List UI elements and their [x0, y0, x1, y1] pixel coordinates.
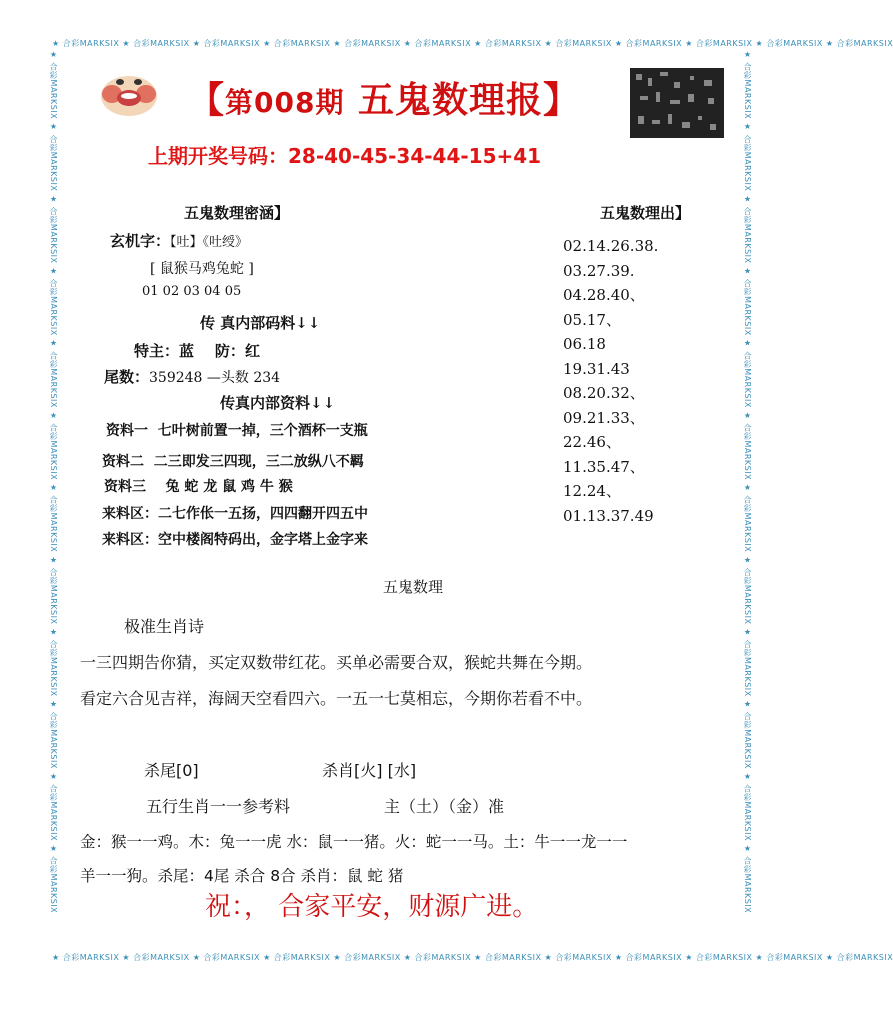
list-item: 06.18	[563, 335, 606, 353]
zodiac-group: [ 鼠猴马鸡兔蛇 ]	[150, 261, 254, 277]
decorative-border-bottom: ★ 合彩MARKSIX ★ 合彩MARKSIX ★ 合彩MARKSIX ★ 合彩MARKSIX ★ 合彩MARKSIX ★ 合彩MARKSIX ★ 合彩MARKSIX ★ 合彩MARKSIX ★ 合彩MARKSIX ★ 合彩MARKSIX ★ 合彩MARKSIX ★ 合彩MARKSIX	[52, 953, 893, 962]
last-result-numbers: 28-40-45-34-44-15+41	[288, 144, 542, 168]
list-item: 09.21.33、	[563, 408, 645, 427]
list-item: 11.35.47、	[563, 457, 645, 476]
info-item: 资料一 七叶树前置一掉，三个酒杯一支瓶	[106, 423, 368, 439]
poem-title: 极准生肖诗	[124, 617, 205, 636]
kill-tail: 杀尾[0]	[144, 761, 199, 780]
right-panel-heading: 五鬼数理出】	[600, 204, 691, 222]
zodiac-numbers: 01 02 03 04 05	[142, 284, 242, 299]
list-item: 04.28.40、	[563, 286, 645, 304]
section-title: 五鬼数理	[383, 578, 444, 596]
issue-number: 第008期	[225, 86, 345, 119]
main-element: 主（土）（金）准	[384, 797, 505, 816]
footer-wish: 祝：， 合家平安，财源广进。	[205, 892, 539, 922]
list-item: 19.31.43	[563, 359, 630, 378]
info-item: 来料区：空中楼阁特码出，金字塔上金字来	[102, 532, 368, 548]
list-item: 02.14.26.38.	[563, 237, 659, 255]
fax-heading-2: 传真内部资料↓↓	[220, 394, 336, 412]
special-main: 特主：蓝 防：红	[134, 342, 260, 360]
elements-line-1: 金：猴一一鸡。木：兔一一虎 水：鼠一一猪。火：蛇一一马。土：牛一一龙一一	[80, 833, 628, 851]
page-title: 【第008期 五鬼数理报】	[188, 79, 581, 121]
left-panel-heading: 五鬼数理密涵】	[184, 204, 290, 222]
list-item: 01.13.37.49	[563, 506, 654, 525]
decorative-border-top: ★ 合彩MARKSIX ★ 合彩MARKSIX ★ 合彩MARKSIX ★ 合彩MARKSIX ★ 合彩MARKSIX ★ 合彩MARKSIX ★ 合彩MARKSIX ★ 合彩MARKSIX ★ 合彩MARKSIX ★ 合彩MARKSIX ★ 合彩MARKSIX ★ 合彩MARKSIX	[52, 39, 893, 48]
qr-code-icon	[630, 68, 724, 138]
poem-line-1: 一三四期告你猜，买定双数带红花。买单必需要合双，猴蛇共舞在今期。	[80, 653, 593, 672]
number-list	[563, 234, 658, 528]
list-item: 03.27.39.	[563, 261, 635, 280]
list-item: 08.20.32、	[563, 384, 645, 402]
kill-zodiac: 杀肖[火] [水]	[322, 761, 417, 780]
list-item: 22.46、	[563, 433, 621, 451]
tail-numbers: 尾数：359248 —头数 234	[104, 368, 281, 386]
logo-face-icon	[98, 70, 160, 118]
info-item: 来料区：二七作伥一五扬，四四翻开四五中	[102, 506, 368, 522]
last-result: 上期开奖号码：28-40-45-34-44-15+41	[148, 144, 542, 168]
decorative-border-right: ★ 合彩MARKSIX ★ 合彩MARKSIX ★ 合彩MARKSIX ★ 合彩MARKSIX ★ 合彩MARKSIX ★ 合彩MARKSIX ★ 合彩MARKSIX ★ 合彩MARKSIX ★ 合彩MARKSIX ★ 合彩MARKSIX ★ 合彩MARKSIX ★ 合彩MARKSIX	[743, 50, 752, 914]
elements-line-2: 羊一一狗。杀尾：4尾 杀合 8合 杀肖：鼠 蛇 猪	[80, 867, 404, 885]
list-item: 12.24、	[563, 482, 621, 500]
poem-line-2: 看定六合见吉祥，海阔天空看四六。一五一七莫相忘，今期你若看不中。	[80, 689, 593, 708]
info-item: 资料三 兔 蛇 龙 鼠 鸡 牛 猴	[104, 479, 293, 495]
list-item: 05.17、	[563, 310, 621, 329]
fax-heading-1: 传 真内部码料↓↓	[200, 314, 321, 332]
decorative-border-left: ★ 合彩MARKSIX ★ 合彩MARKSIX ★ 合彩MARKSIX ★ 合彩MARKSIX ★ 合彩MARKSIX ★ 合彩MARKSIX ★ 合彩MARKSIX ★ 合彩MARKSIX ★ 合彩MARKSIX ★ 合彩MARKSIX ★ 合彩MARKSIX ★ 合彩MARKSIX	[49, 50, 58, 914]
riddle: 玄机字：【吐】《吐绶》	[110, 232, 249, 250]
five-elements-label: 五行生肖一一参考料	[146, 797, 291, 816]
info-item: 资料二 二三即发三四现，三二放纵八不羁	[102, 454, 364, 470]
